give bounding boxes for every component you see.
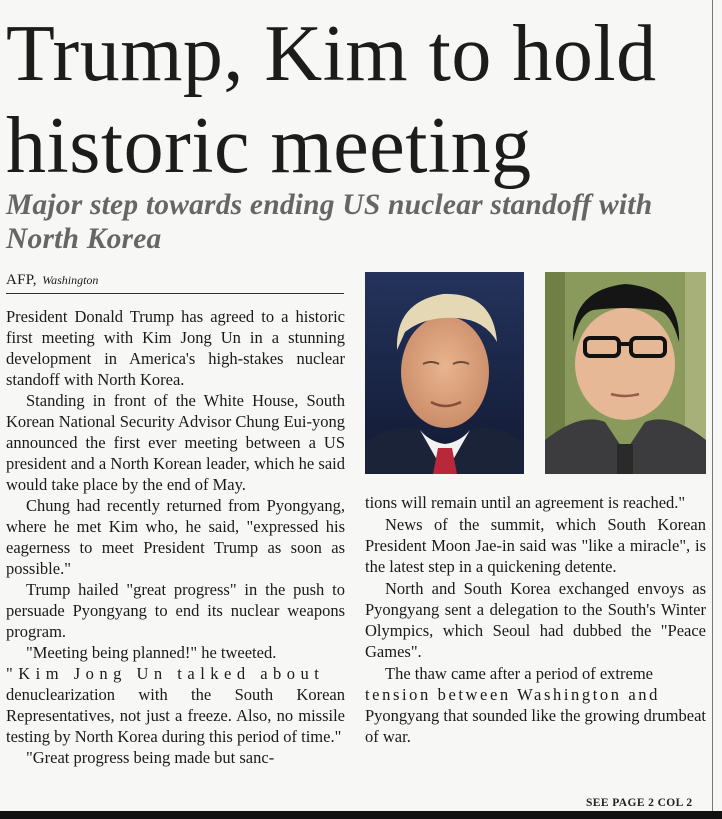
trump-portrait-icon [365,272,524,474]
kim-portrait-icon [545,272,706,474]
photo-donald-trump [365,272,524,474]
column-divider [712,0,713,819]
article-paragraph: Chung had recently returned from Pyongyang, where he met Kim who, he said, "expressed his eagerness to meet President Trump as soon as possible." [6,496,345,578]
article-paragraph: tions will remain until an agreement is reached." [365,493,686,512]
headline: Trump, Kim to hold historic meeting [6,10,657,190]
article-paragraph: tension between Washington and [365,685,660,704]
byline-agency: AFP, [6,272,37,288]
byline [6,272,344,294]
byline-location: Washington [42,273,99,287]
article-paragraph: President Donald Trump has agreed to a historic first meeting with Kim Jong Un in a stunning development in America's high-stakes nuclear standoff with North Korea. [6,307,345,389]
article-paragraph: The thaw came after a period of extreme [385,664,653,683]
article-paragraph: "Great progress being made but sanc- [26,748,275,767]
article-paragraph: denuclearization with the South Korean Representatives, not just a freeze. Also, no missile testing by North Korea during this period of time." [6,685,345,746]
article-paragraph: North and South Korea exchanged envoys as Pyongyang sent a delegation to the South's Winter Olympics, which Seoul had dubbed the "Peace Games". [365,579,706,661]
page-bottom-rule [0,811,722,819]
article-paragraph: Trump hailed "great progress" in the push to persuade Pyongyang to end its nuclear weapons program. [6,580,345,641]
article-paragraph: "Meeting being planned!" he tweeted. [26,643,277,662]
article-column-left [6,306,345,768]
article-paragraph: Standing in front of the White House, South Korean National Security Advisor Chung Eui-yong announced the first ever meeting between a US president and a North Korean leader, which he said would take place by the end of May. [6,391,345,494]
photo-kim-jong-un [545,272,706,474]
article-paragraph: "Kim Jong Un talked about [6,664,325,683]
subheadline: Major step towards ending US nuclear standoff with North Korea [6,189,653,255]
article-paragraph: Pyongyang that sounded like the growing drumbeat of war. [365,706,706,746]
continued-on-page-link[interactable]: SEE PAGE 2 COL 2 [586,797,693,809]
article-column-right [365,492,706,747]
article-paragraph: News of the summit, which South Korean President Moon Jae-in said was "like a miracle", is the latest step in a quickening detente. [365,515,706,576]
